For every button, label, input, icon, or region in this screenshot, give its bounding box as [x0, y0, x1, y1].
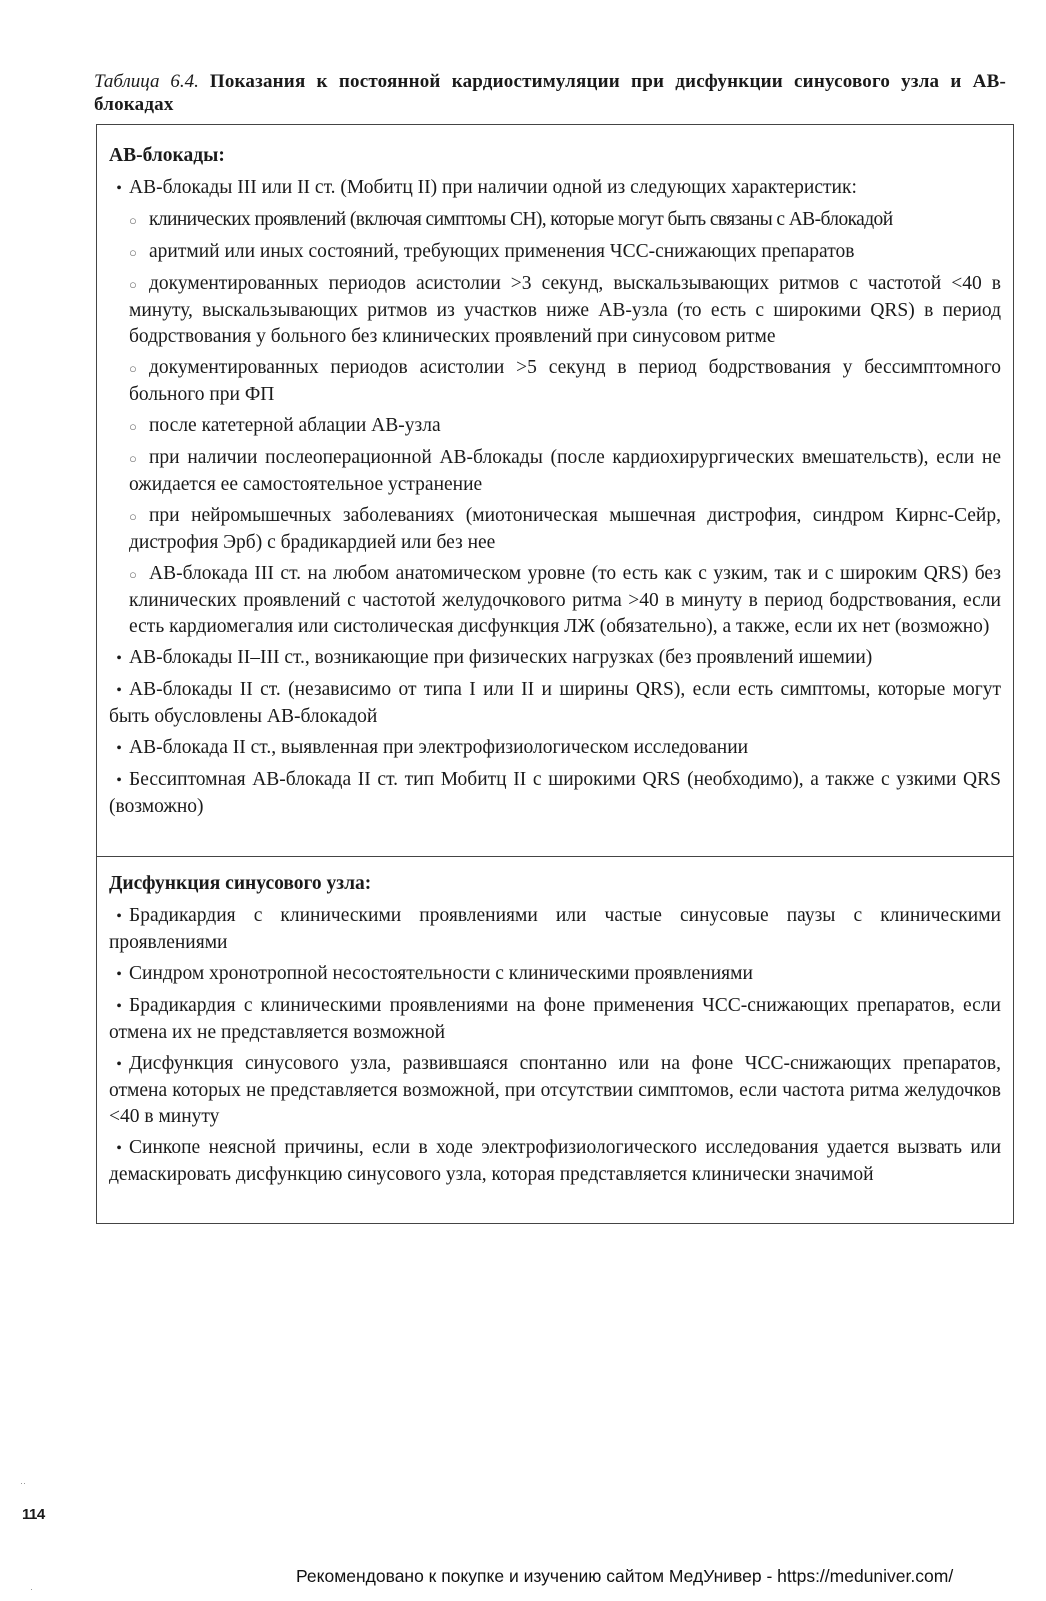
- sub-list-item: ○ документированных периодов асистолии >3 секунд, выскальзывающих ритмов с частотой <40 в минуту, выскальзывающих ритмов из участков ниже АВ-узла (то есть с широкими QRS) в период бодрствования у больного без клинических проявлений при синусовом ритме: [129, 273, 1001, 347]
- bullet-icon: •: [116, 650, 122, 667]
- page-number: 114: [22, 1506, 45, 1523]
- sub-list-item: ○ при наличии послеоперационной АВ-блокады (после кардиохирургических вмешательств), если не ожидается ее самостоятельное устранение: [129, 447, 1001, 495]
- av-block-section: [97, 125, 1013, 856]
- sub-list-item: ○ после катетерной аблации АВ-узла: [109, 413, 1001, 440]
- list-item: • Дисфункция синусового узла, развившаяся спонтанно или на фоне ЧСС-снижающих препаратов, отмена которых не представляется возможной, при отсутствии симптомов, если частота ритма желудочков <40 в минуту: [109, 1053, 1001, 1127]
- bullet-icon: •: [116, 1056, 122, 1073]
- circle-bullet-icon: ○: [129, 213, 137, 228]
- circle-bullet-icon: ○: [129, 361, 137, 376]
- bullet-icon: •: [116, 772, 122, 789]
- bullet-icon: •: [116, 966, 122, 983]
- sub-list-item: ○ аритмий или иных состояний, требующих применения ЧСС-снижающих препаратов: [109, 239, 1001, 266]
- footer-watermark: Рекомендовано к покупке и изучению сайтом МедУнивер - https://meduniver.com/: [296, 1566, 954, 1586]
- list-item: • АВ-блокада II ст., выявленная при электрофизиологическом исследовании: [109, 735, 1001, 762]
- bullet-icon: •: [116, 998, 122, 1015]
- scan-speck: ·: [30, 1584, 33, 1594]
- sub-list-item: ○ АВ-блокада III ст. на любом анатомическом уровне (то есть как с узким, так и с широким QRS) без клинических проявлений с частотой желудочкового ритма >40 в минуту в период бодрствования, если есть кардиомегалия или систолическая дисфункция ЛЖ (обязательно), а также, если их нет (возможно): [129, 563, 1001, 637]
- bullet-icon: •: [116, 908, 122, 925]
- list-item: • Брадикардия с клиническими проявлениями или частые синусовые паузы с клиническими проявлениями: [109, 905, 1001, 953]
- sub-list-item: ○ документированных периодов асистолии >5 секунд в период бодрствования у бессимптомного больного при ФП: [129, 357, 1001, 405]
- sub-list-item: ○ клинических проявлений (включая симптомы СН), которые могут быть связаны с АВ-блокадой: [109, 207, 1001, 234]
- list-item: • Бессиптомная АВ-блокада II ст. тип Мобитц II с широкими QRS (необходимо), а также с узкими QRS (возможно): [109, 769, 1001, 817]
- list-item: • Синдром хронотропной несостоятельности с клиническими проявлениями: [109, 961, 1001, 988]
- list-item: • АВ-блокады II–III ст., возникающие при физических нагрузках (без проявлений ишемии): [109, 645, 1001, 672]
- table-caption: [94, 70, 1006, 116]
- indications-table: [96, 124, 1014, 1224]
- section-heading-sinus-node: Дисфункция синусового узла:: [109, 873, 372, 894]
- section-heading-av-block: АВ-блокады:: [109, 145, 225, 166]
- circle-bullet-icon: ○: [129, 277, 137, 292]
- circle-bullet-icon: ○: [129, 245, 137, 260]
- table-label: Таблица 6.4.: [94, 71, 199, 92]
- list-item: • АВ-блокады II ст. (независимо от типа I или II и ширины QRS), если есть симптомы, которые могут быть обусловлены АВ-блокадой: [109, 679, 1001, 727]
- bullet-icon: •: [116, 740, 122, 757]
- sinus-node-section: [97, 856, 1013, 1223]
- list-item: • Синкопе неясной причины, если в ходе электрофизиологического исследования удается вызвать или демаскировать дисфункцию синусового узла, которая представляется клинически значимой: [109, 1137, 1001, 1185]
- scan-speck: ··: [20, 1478, 26, 1488]
- bullet-icon: •: [116, 180, 122, 197]
- bullet-icon: •: [116, 1140, 122, 1157]
- table-title: Показания к постоянной кардиостимуляции при дисфункции синусового узла и АВ-блокадах: [94, 71, 1007, 115]
- sub-list-item: ○ при нейромышечных заболеваниях (миотоническая мышечная дистрофия, синдром Кирнс-Сейр, дистрофия Эрб) с брадикардией или без нее: [129, 505, 1001, 553]
- circle-bullet-icon: ○: [129, 419, 137, 434]
- list-item: • Брадикардия с клиническими проявлениями на фоне применения ЧСС-снижающих препаратов, если отмена их не представляется возможной: [109, 995, 1001, 1043]
- list-item: • АВ-блокады III или II ст. (Мобитц II) при наличии одной из следующих характеристик:: [109, 175, 1001, 202]
- circle-bullet-icon: ○: [129, 567, 137, 582]
- bullet-icon: •: [116, 682, 122, 699]
- circle-bullet-icon: ○: [129, 451, 137, 466]
- circle-bullet-icon: ○: [129, 509, 137, 524]
